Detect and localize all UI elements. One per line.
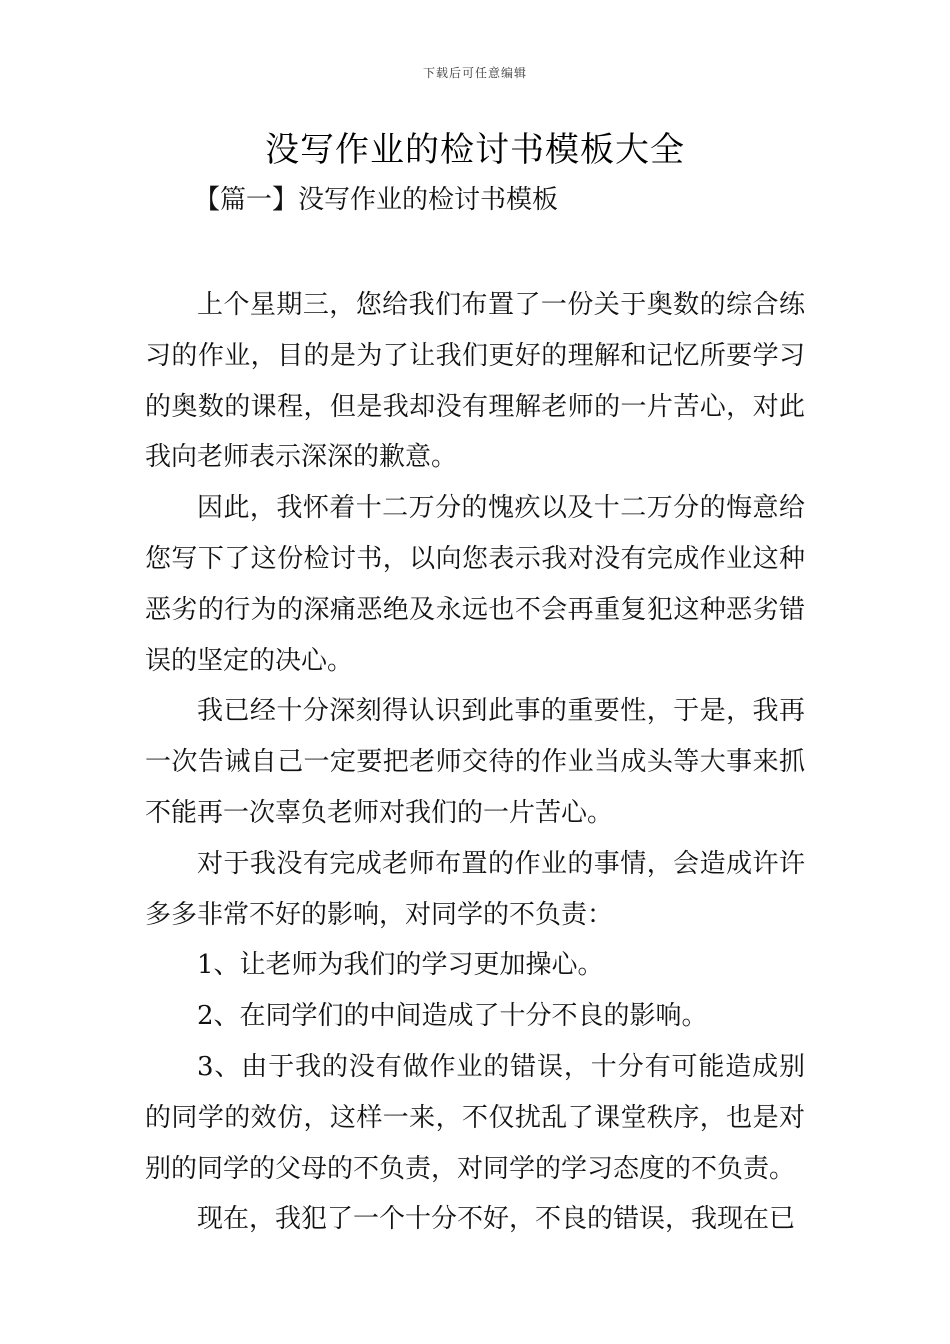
page-header-note: 下载后可任意编辑 [422, 66, 527, 80]
document-title: 没写作业的检讨书模板大全 [265, 130, 685, 170]
document-body [145, 280, 805, 1245]
list-item-2: 2、在同学们的中间造成了十分不良的影响。 [197, 1001, 708, 1032]
paragraph-3: 我已经十分深刻得认识到此事的重要性，于是，我再一次告诫自己一定要把老师交待的作业当成头等大事来抓不能再一次辜负老师对我们的一片苦心。 [145, 696, 805, 828]
list-item-1: 1、让老师为我们的学习更加操心。 [197, 950, 604, 981]
paragraph-4: 对于我没有完成老师布置的作业的事情，会造成许许多多非常不好的影响，对同学的不负责： [145, 848, 805, 930]
paragraph-2: 因此，我怀着十二万分的愧疚以及十二万分的悔意给您写下了这份检讨书，以向您表示我对没有完成作业这种恶劣的行为的深痛恶绝及永远也不会再重复犯这种恶劣错误的坚定的决心。 [145, 493, 805, 676]
paragraph-5: 现在，我犯了一个十分不好，不良的错误，我现在已 [197, 1204, 796, 1235]
paragraph-1: 上个星期三，您给我们布置了一份关于奥数的综合练习的作业，目的是为了让我们更好的理解和记忆所要学习的奥数的课程，但是我却没有理解老师的一片苦心，对此我向老师表示深深的歉意。 [145, 290, 805, 473]
section-heading: 【篇一】没写作业的检讨书模板 [194, 185, 559, 215]
list-item-3: 3、由于我的没有做作业的错误，十分有可能造成别的同学的效仿，这样一来，不仅扰乱了课堂秩序，也是对别的同学的父母的不负责，对同学的学习态度的不负责。 [145, 1051, 805, 1184]
